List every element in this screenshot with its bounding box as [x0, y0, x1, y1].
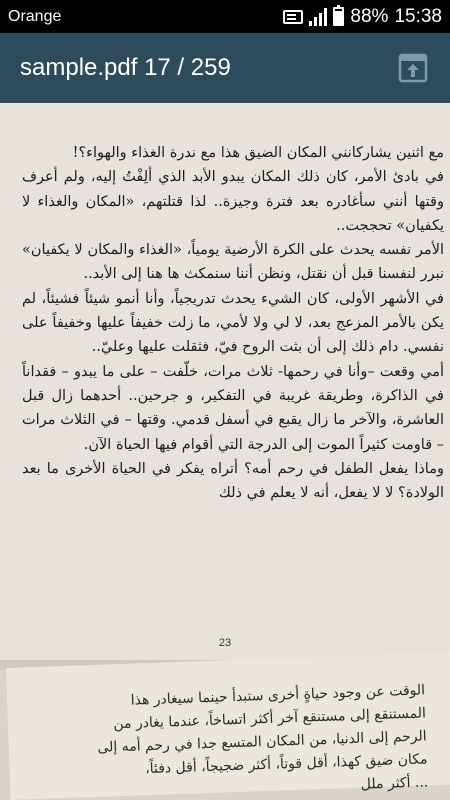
paragraph: في بادئ الأمر، كان ذلك المكان يبدو الأبد الذي ألِفْتُ إليه، ولم أعرف وقتها أنني سأغادره بعد فترة وجيزة.. لذا قتلتهم، «المكان والغذاء لا يكفيان» تحججت..	[22, 169, 444, 234]
text-line: ... أكثر ملل	[360, 774, 429, 793]
next-pdf-page[interactable]	[6, 652, 450, 800]
notification-icon	[283, 10, 303, 24]
text-line: مكان ضيق كهذا، أقل قوتاً، أكثر ضجيجاً، أقل دفئاً،	[144, 751, 428, 778]
next-page-text	[15, 679, 429, 800]
text-line: الرحم إلى الدنيا، من المكان المتسع جدا في رحم أمه إلى	[97, 728, 427, 756]
paragraph: مع اثنين يشاركانني المكان الضيق هذا مع ندرة الغذاء والهواء؟!	[72, 145, 444, 161]
signal-icon	[309, 8, 327, 26]
pdf-page[interactable]	[0, 103, 450, 660]
open-in-button[interactable]	[396, 51, 430, 85]
page-text	[22, 141, 444, 505]
open-in-icon	[398, 53, 428, 83]
text-line: المستنقع إلى مستنقع آخر أكثر اتساخاً، عندما يغادر من	[113, 705, 427, 733]
status-icons	[283, 6, 442, 28]
battery-icon	[333, 7, 344, 26]
clock: 15:38	[394, 5, 442, 27]
carrier-name: Orange	[8, 7, 62, 25]
app-bar	[0, 33, 450, 103]
status-bar	[0, 0, 450, 33]
text-line: الوقت عن وجود حياةٍ أخرى ستبدأ حينما سيغادر هذا	[130, 682, 426, 709]
paragraph: وماذا يفعل الطفل في رحم أمه؟ أتراه يفكر في الحياة الأخرى ما بعد الولادة؟ لا لا يفعل، أنه لا يعلم في ذلك	[22, 460, 444, 502]
paragraph: الأمر نفسه يحدث على الكرة الأرضية يومياً، «الغذاء والمكان لا يكفيان» نبرر لنفسنا قبل أن نقتل، ونظن أننا سنمكث ها هنا إلى الأبد..	[22, 242, 444, 283]
paragraph: في الأشهر الأولى، كان الشيء يحدث تدريجياً، وأنا أنمو شيئاً فشيئاً، لم يكن بالأمر المزعج بعد، لا لي ولا لأمي، ما زلت خفيفاً عليها وخفيفاً على نفسي. دام ذلك إلى أن بثت الروح فيّ، فثقلت عليها وعليّ..	[22, 290, 444, 356]
paragraph: أمي وقعت –وأنا في رحمها- ثلاث مرات، خلّفت – على ما يبدو – فقداناً في الذاكرة، وطريقة غريبة في التفكير، و جرحين.. أحدهما زال قبل العاشرة، والآخر ما زال يقبع في أسفل قدمي. وقتها – في الثلاث مرات – قاومت كثيراً الموت إلى الدرجة التي أقوام فيها الحياة الآن.	[22, 363, 444, 453]
battery-level	[335, 11, 342, 24]
page-number: 23	[218, 637, 232, 649]
battery-percent: 88%	[350, 5, 389, 27]
document-title: sample.pdf 17 / 259	[20, 54, 231, 81]
